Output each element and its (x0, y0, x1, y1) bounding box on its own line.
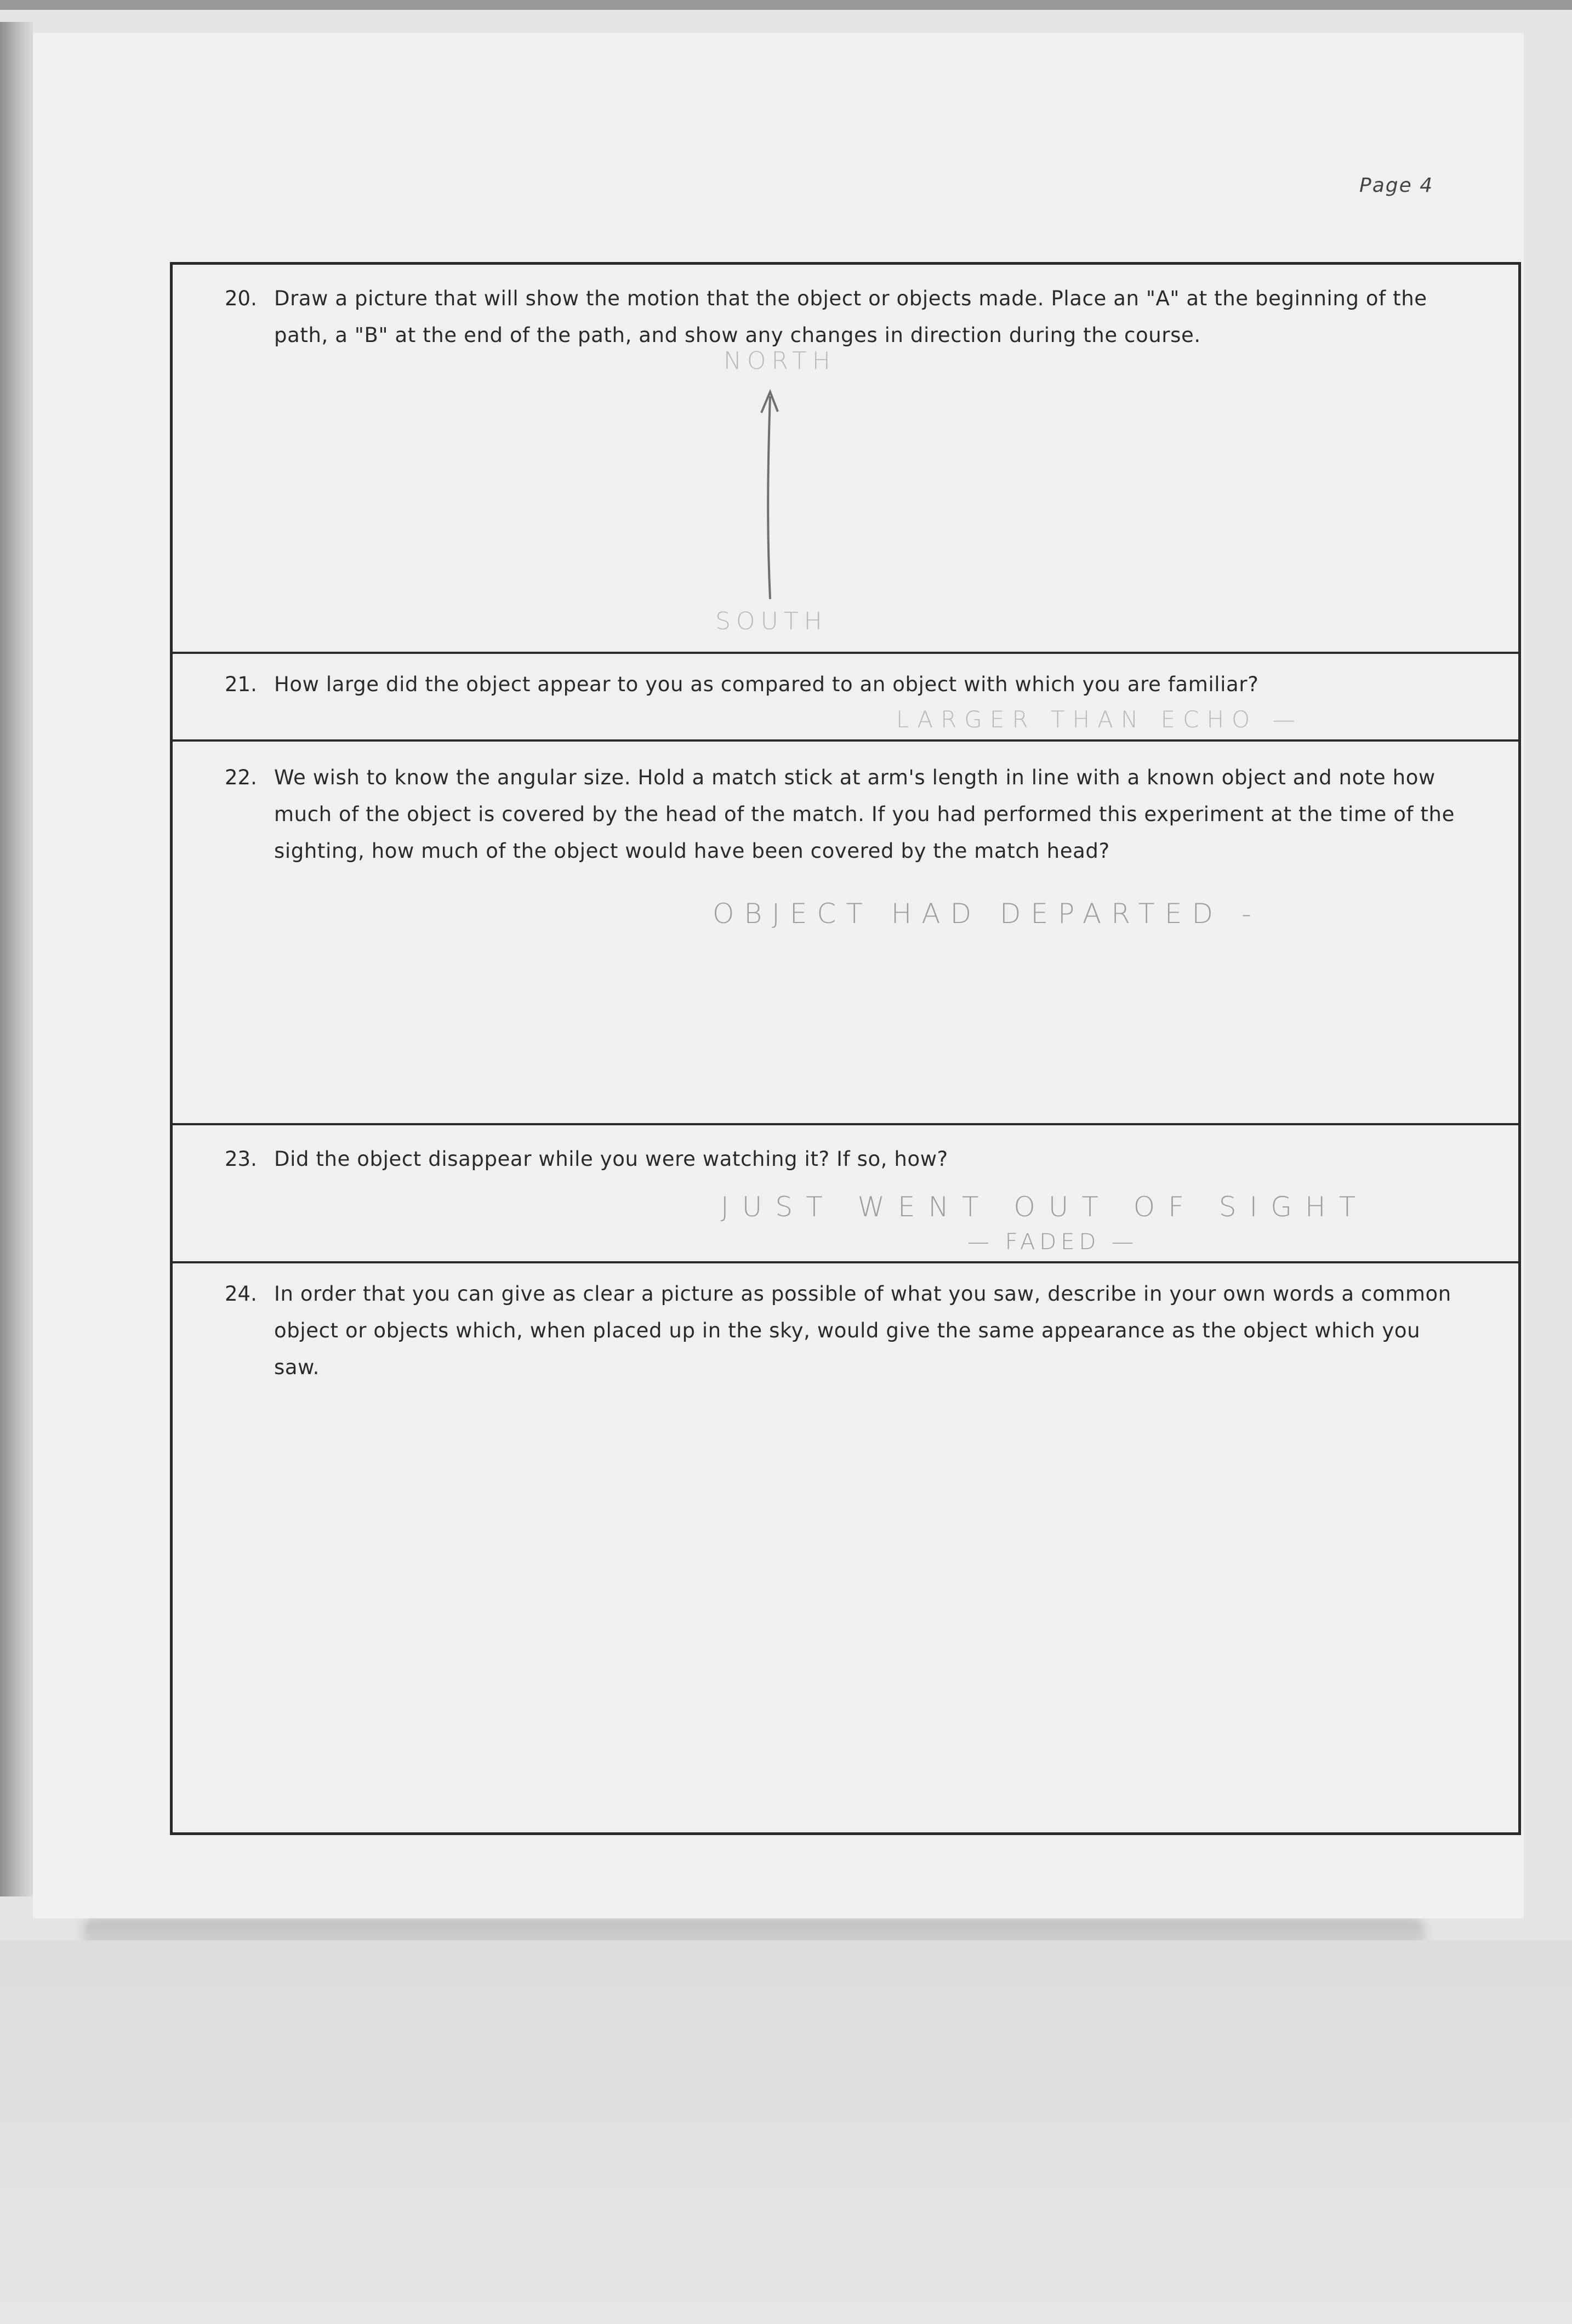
question-text: Did the object disappear while you were watching it? If so, how? (274, 1147, 948, 1171)
question-number: 24. (225, 1282, 257, 1306)
question-text: Draw a picture that will show the motion that the object or objects made. Place an "A" at the beginning of the path, a "B" at the end of the path, and show any changes in direction during the course. (274, 287, 1427, 347)
handwritten-answer-continued: — FADED — (967, 1229, 1138, 1255)
motion-arrow-drawing (754, 385, 787, 605)
question-text: In order that you can give as clear a picture as possible of what you saw, describe in your own words a common object or objects which, when placed up in the sky, would give the same appearance as the object which you saw. (274, 1282, 1451, 1379)
handwritten-answer: LARGER THAN ECHO — (896, 706, 1303, 733)
question-22-section (173, 742, 1518, 1125)
handwritten-north-label: NORTH (724, 347, 836, 375)
document-page (33, 33, 1524, 1918)
question-number: 23. (225, 1147, 257, 1171)
question-21-section (173, 654, 1518, 742)
scan-top-edge (0, 0, 1572, 10)
scan-background (0, 1940, 1572, 2324)
question-number: 20. (225, 287, 257, 310)
question-23-section (173, 1125, 1518, 1263)
question-text: We wish to know the angular size. Hold a match stick at arm's length in line with a known object and note how much of the object is covered by the head of the match. If you had performed this experiment at the time of the sighting, how much of the object would have been covered by the match head? (274, 766, 1455, 863)
handwritten-answer: OBJECT HAD DEPARTED - (713, 898, 1261, 930)
scan-left-edge (0, 22, 33, 1896)
handwritten-south-label: SOUTH (715, 607, 828, 635)
handwritten-answer: JUST WENT OUT OF SIGHT (721, 1191, 1369, 1223)
questionnaire-form (170, 262, 1521, 1835)
question-number: 21. (225, 673, 257, 696)
question-20-section (173, 265, 1518, 654)
question-24-section (173, 1263, 1518, 1833)
question-text: How large did the object appear to you as compared to an object with which you are familiar? (274, 673, 1259, 696)
question-number: 22. (225, 766, 257, 789)
page-number: Page 4 (1359, 174, 1434, 197)
